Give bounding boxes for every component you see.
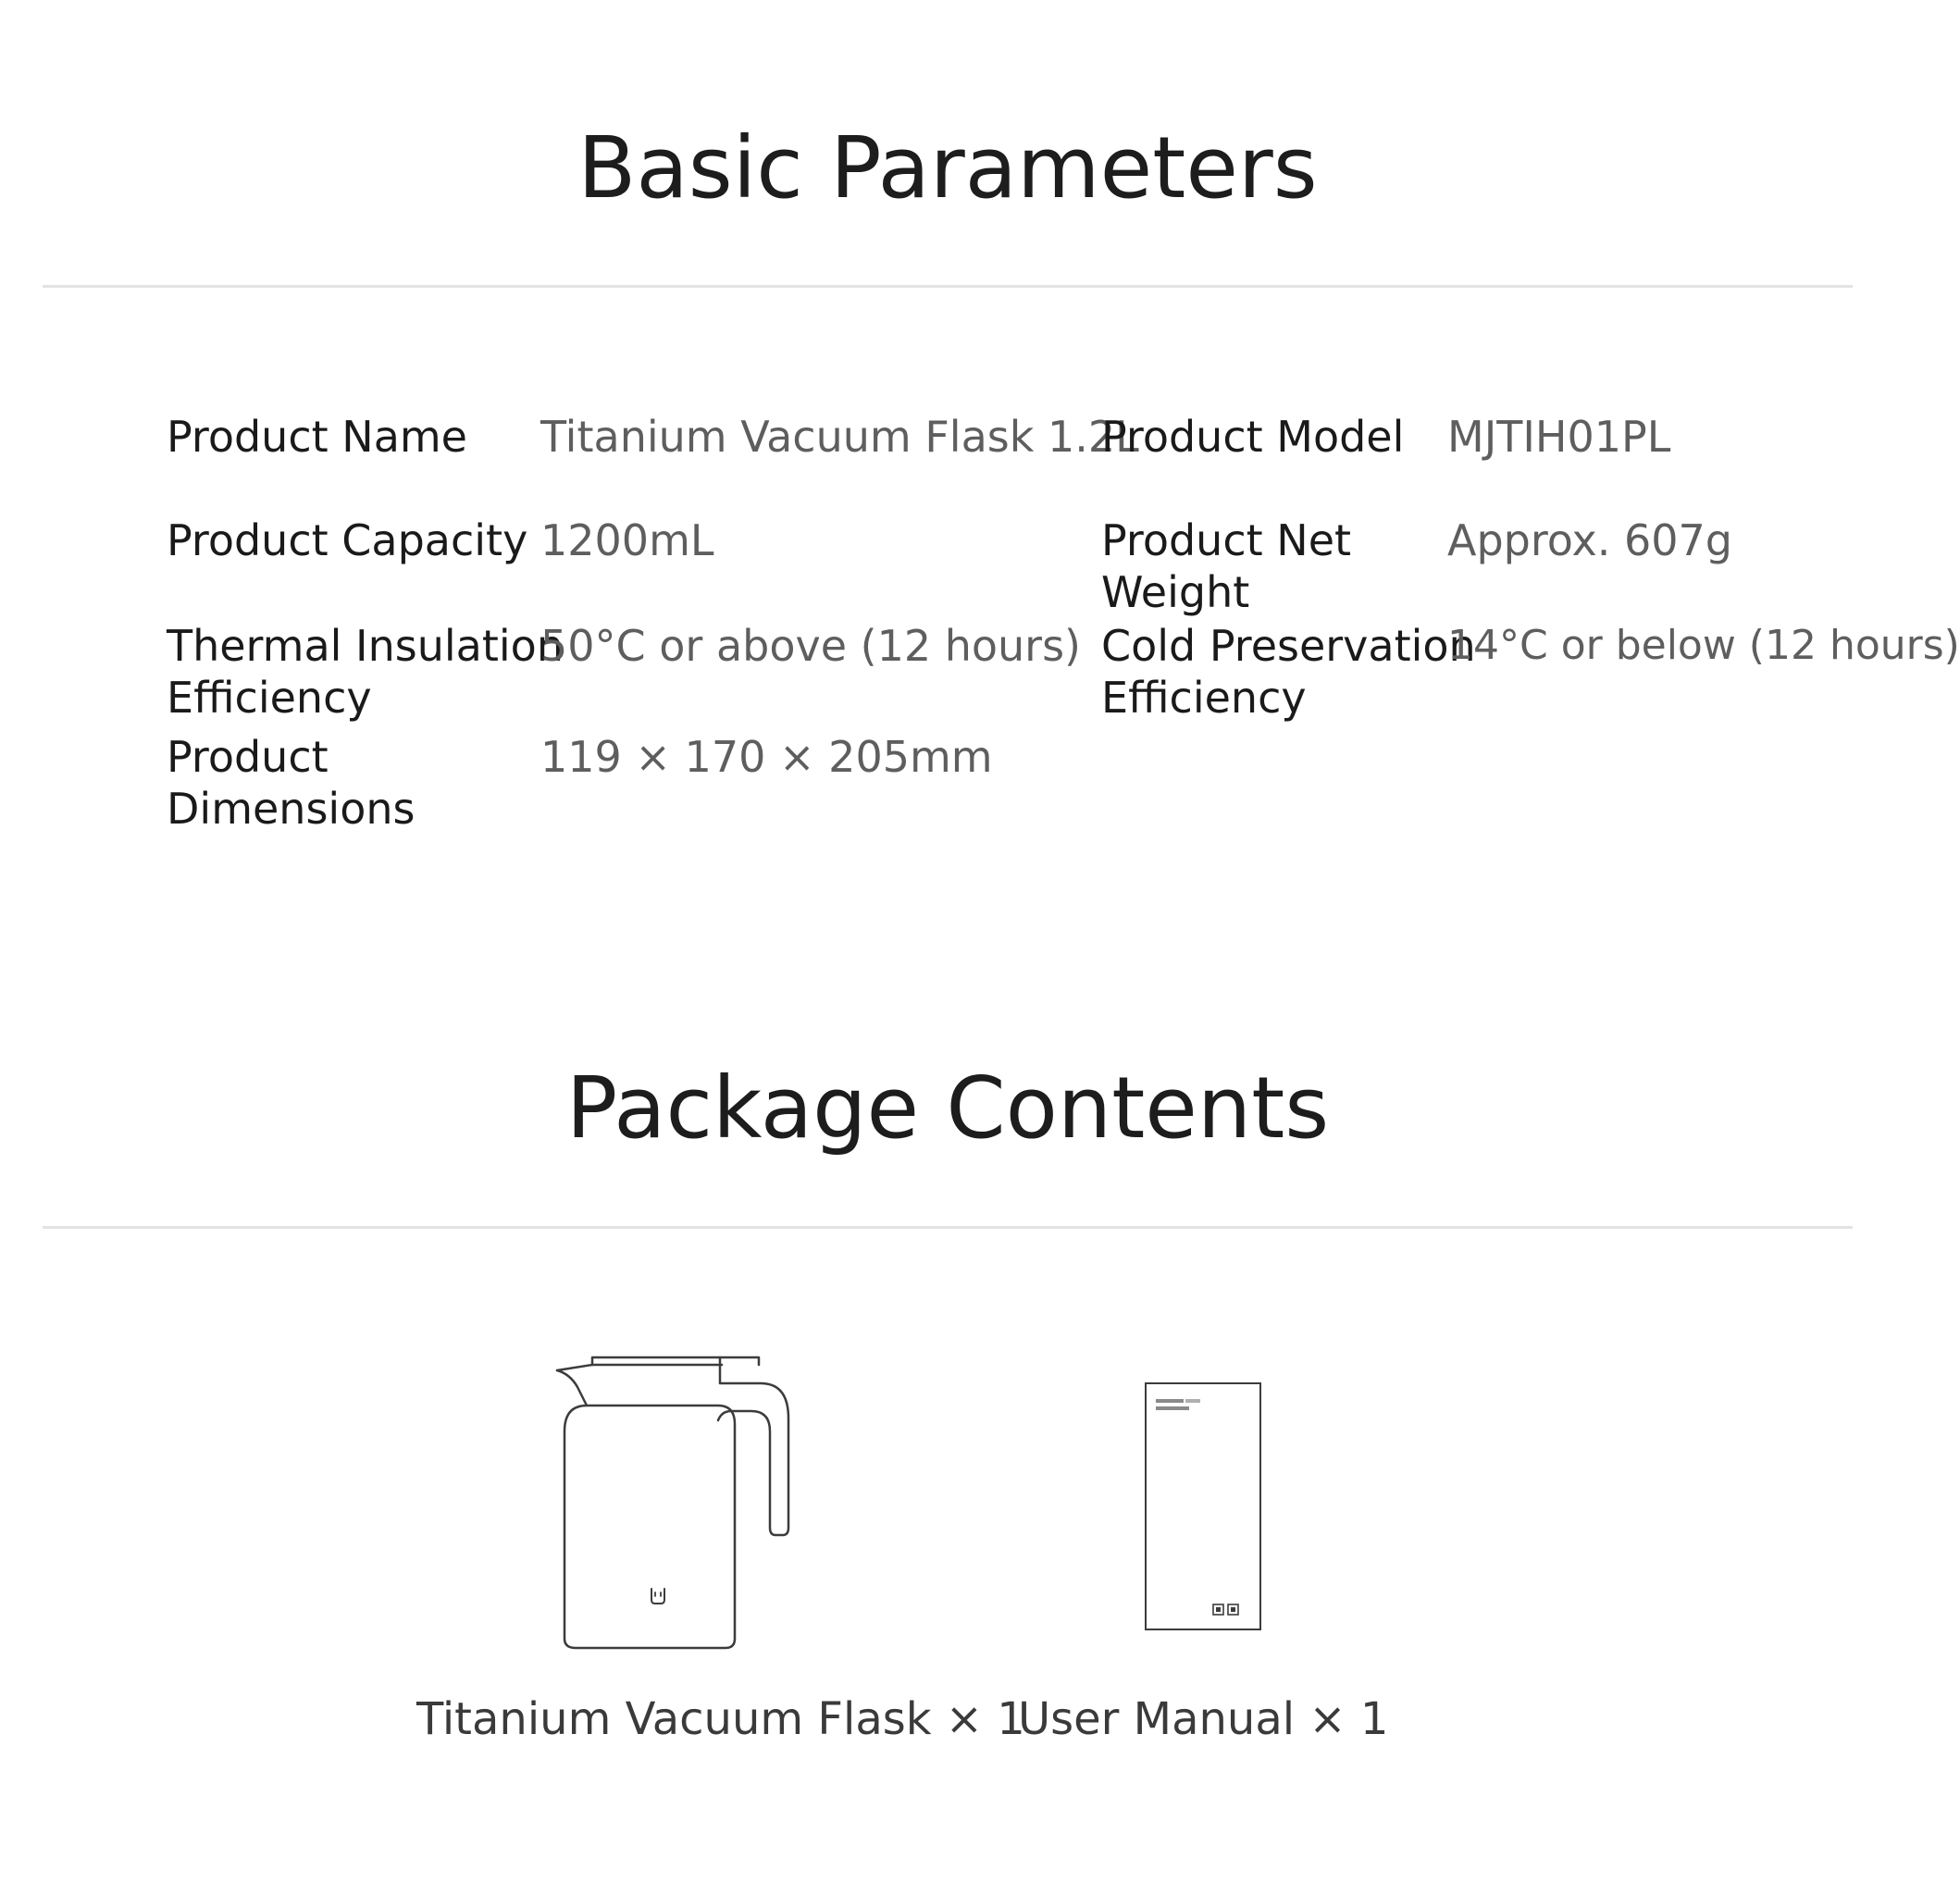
package-contents-title: Package Contents xyxy=(565,1059,1330,1158)
param-label-product-capacity: Product Capacity xyxy=(167,515,528,565)
package-item-manual-caption: User Manual × 1 xyxy=(1018,1693,1389,1745)
param-value-product-name: Titanium Vacuum Flask 1.2L xyxy=(540,412,1139,462)
param-value-product-net-weight: Approx. 607g xyxy=(1447,515,1732,565)
param-value-product-capacity: 1200mL xyxy=(540,515,714,565)
param-label-product-name: Product Name xyxy=(167,412,467,462)
manual-icon xyxy=(1143,1381,1263,1632)
param-value-cold-preservation: 14°C or below (12 hours) xyxy=(1447,622,1960,669)
title-divider xyxy=(43,285,1853,288)
flask-icon xyxy=(546,1346,805,1652)
param-value-product-dimensions: 119 × 170 × 205mm xyxy=(540,732,993,782)
package-item-flask-caption: Titanium Vacuum Flask × 1 xyxy=(416,1693,1025,1745)
param-label-product-model: Product Model xyxy=(1101,412,1405,462)
param-label-product-dimensions: Product Dimensions xyxy=(167,732,416,834)
param-label-thermal-insulation: Thermal Insulation Efficiency xyxy=(167,621,564,723)
param-label-cold-preservation: Cold Preservation Efficiency xyxy=(1101,621,1476,723)
basic-parameters-title: Basic Parameters xyxy=(577,118,1318,217)
param-value-product-model: MJTIH01PL xyxy=(1447,412,1671,462)
param-value-thermal-insulation: 50°C or above (12 hours) xyxy=(540,621,1082,671)
param-label-product-net-weight: Product Net Weight xyxy=(1101,515,1352,617)
package-divider xyxy=(43,1226,1853,1229)
